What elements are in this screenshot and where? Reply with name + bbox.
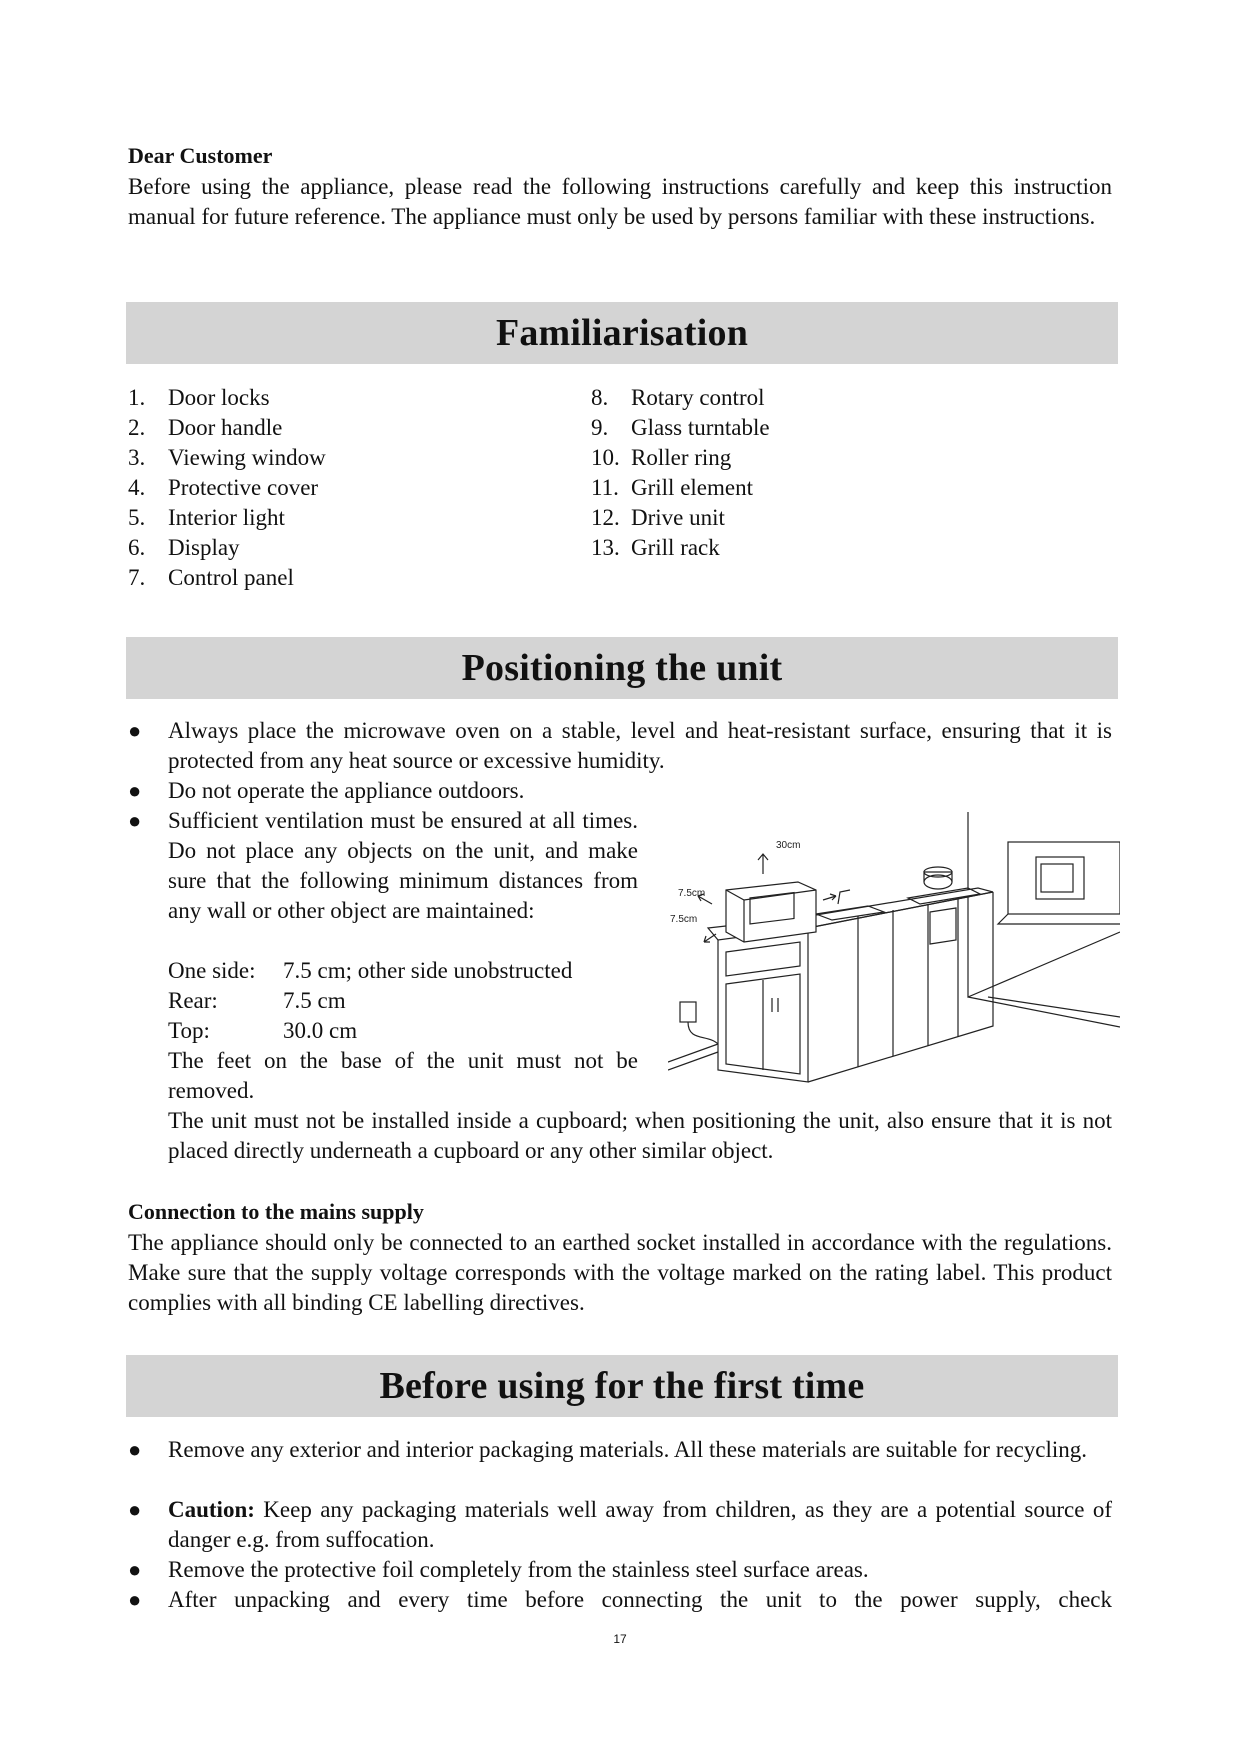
section-banner-positioning bbox=[126, 637, 1118, 699]
list-item: 8. Rotary control bbox=[591, 385, 765, 410]
list-item: 2. Door handle bbox=[128, 415, 283, 440]
label-rear-clearance: 7.5cm bbox=[670, 914, 698, 925]
mains-heading: Connection to the mains supply bbox=[128, 1199, 424, 1224]
bullet-icon: ● bbox=[128, 808, 142, 833]
list-item: 10. Roller ring bbox=[591, 445, 732, 470]
list-item: 4. Protective cover bbox=[128, 475, 319, 500]
list-item: 12. Drive unit bbox=[591, 505, 725, 530]
bullet-icon: ● bbox=[128, 778, 142, 803]
section-banner-first-time bbox=[126, 1355, 1118, 1417]
caution-label: Caution: bbox=[168, 1497, 255, 1522]
list-item: 6. Display bbox=[128, 535, 240, 560]
label-top-clearance: 30cm bbox=[776, 840, 801, 851]
page-number: 17 bbox=[613, 1632, 627, 1646]
distance-row: One side: 7.5 cm; other side unobstructed bbox=[168, 958, 573, 983]
list-item: 11. Grill element bbox=[591, 475, 753, 500]
list-item: 7. Control panel bbox=[128, 565, 294, 590]
list-item: 5. Interior light bbox=[128, 505, 285, 530]
bullet-icon: ● bbox=[128, 1437, 142, 1462]
label-side-clearance: 7.5cm bbox=[678, 888, 706, 899]
bullet-item: ● After unpacking and every time before connecting the unit to the power supply, check bbox=[128, 1585, 1112, 1615]
bullet-item: ● Sufficient ventilation must be ensured at all times. Do not place any objects on the unit, and make sure that the following minimum distances from any wall or other object are maintained: bbox=[128, 808, 638, 923]
bullet-item: ● Do not operate the appliance outdoors. bbox=[128, 776, 1112, 806]
section-banner-familiarisation bbox=[126, 302, 1118, 364]
list-item: 1. Door locks bbox=[128, 385, 270, 410]
section-title-familiarisation: Familiarisation bbox=[495, 312, 749, 354]
bullet-item: ● Remove any exterior and interior packaging materials. All these materials are suitable for recycling. bbox=[128, 1435, 1112, 1495]
section-title-first-time: Before using for the first time bbox=[379, 1365, 865, 1407]
bullet-icon: ● bbox=[128, 1587, 142, 1612]
cupboard-note: The unit must not be installed inside a cupboard; when positioning the unit, also ensure that it is not placed directly underneath a cupboard or any other similar object. bbox=[168, 1108, 1112, 1163]
kitchen-placement-illustration bbox=[668, 812, 1120, 1088]
intro-heading: Dear Customer bbox=[128, 143, 273, 168]
list-item: 3. Viewing window bbox=[128, 445, 326, 470]
distance-row: Rear: 7.5 cm bbox=[168, 988, 346, 1013]
bullet-item: ● Remove the protective foil completely from the stainless steel surface areas. bbox=[128, 1555, 1112, 1585]
bullet-item: ● Caution: Keep any packaging materials well away from children, as they are a potential source of danger e.g. from suffocation. bbox=[128, 1497, 1112, 1552]
distance-row: Top: 30.0 cm bbox=[168, 1018, 358, 1043]
parts-list-right bbox=[591, 383, 770, 563]
mains-text: The appliance should only be connected to an earthed socket installed in accordance with the regulations. Make sure that the supply voltage corresponds with the voltage marked on the rating label. This product complies with all binding CE labelling directives. bbox=[128, 1230, 1112, 1315]
list-item: 13. Grill rack bbox=[591, 535, 720, 560]
feet-note: The feet on the base of the unit must not be removed. bbox=[168, 1048, 638, 1103]
bullet-icon: ● bbox=[128, 718, 142, 743]
bullet-icon: ● bbox=[128, 1497, 142, 1522]
list-item: 9. Glass turntable bbox=[591, 415, 770, 440]
parts-list-left bbox=[128, 383, 326, 593]
section-title-positioning: Positioning the unit bbox=[461, 647, 783, 689]
bullet-icon: ● bbox=[128, 1557, 142, 1582]
bullet-item: ● Always place the microwave oven on a stable, level and heat-resistant surface, ensuring that it is protected from any heat source or excessive humidity. bbox=[128, 718, 1112, 773]
intro-text: Before using the appliance, please read the following instructions carefully and keep this instruction manual for future reference. The appliance must only be used by persons familiar with these instructions. bbox=[128, 174, 1112, 229]
